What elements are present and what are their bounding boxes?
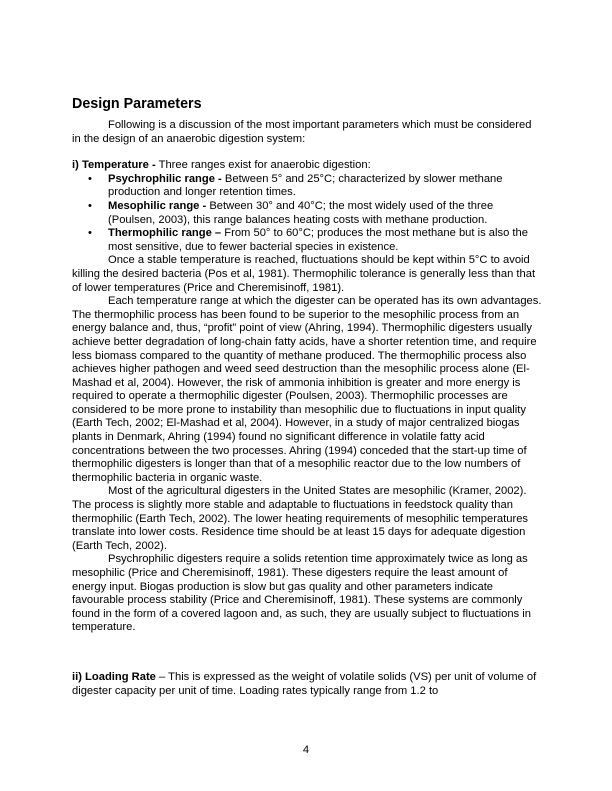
list-item-text: From 50° to 60°C; produces the most methane but is also the most sensitive, due to fewer bacterial species in existence. — [108, 227, 528, 253]
temperature-intro — [72, 159, 542, 173]
temperature-label: i) Temperature - — [72, 159, 156, 172]
temperature-range-list — [72, 173, 542, 255]
list-item-psychrophilic — [88, 172, 542, 200]
stability-paragraph: Once a stable temperature is reached, fluctuations should be kept within 5°C to avoid killing the desired bacteria (Pos et al, 1981). Thermophilic tolerance is generally less than that of lower temperatures (Price and Cheremisinoff, 1981). — [72, 254, 536, 294]
advantages-paragraph: Each temperature range at which the digester can be operated has its own advantages. The thermophilic process has been found to be superior to the mesophilic process from an energy balance and, thus, “profit” point of view (Ahring, 1994). Thermophilic digesters usually achieve better degradation of long-chain fatty acids, have a shorter retention time, and require less biomass compared to the quantity of methane produced. The thermophilic process also achieves higher pathogen and weed seed destruction than the mesophilic process alone (El-Mashad et al, 2004). However, the risk of ammonia inhibition is greater and more energy is required to operate a thermophilic digester (Poulsen, 2003). Thermophilic processes are considered to be more prone to instability than mesophilic due to fluctuations in input quality (Earth Tech, 2002; El-Mashad et al, 2004). However, in a study of major centralized biogas plants in Denmark, Ahring (1994) found no significant difference in volatile fatty acid concentrations between the two processes. Ahring (1994) conceded that the start-up time of thermophilic digesters is longer than that of a mesophilic reactor due to the low numbers of thermophilic bacteria in organic waste. — [72, 295, 542, 484]
section-heading: Design Parameters — [72, 96, 202, 112]
list-item-term: Psychrophilic range - — [108, 172, 222, 185]
bullet-marker: • — [88, 199, 92, 212]
loading-rate-text: – This is expressed as the weight of volatile solids (VS) per unit of volume of digester capacity per unit of time. Loading rates typically range from 1.2 to — [72, 670, 537, 697]
list-item-thermophilic — [88, 227, 542, 254]
bullet-marker: • — [88, 172, 92, 185]
list-item-term: Mesophilic range - — [108, 199, 207, 212]
list-item-term: Thermophilic range – — [108, 227, 222, 240]
page-content — [72, 96, 542, 698]
page-number: 4 — [302, 744, 310, 756]
loading-rate-label: ii) Loading Rate — [72, 670, 156, 683]
intro-paragraph: Following is a discussion of the most important parameters which must be considered in the design of an anaerobic digestion system: — [72, 119, 532, 145]
list-item-text: Between 30° and 40°C; the most widely used of the three (Poulsen, 2003), this range balances heating costs with methane production. — [108, 199, 494, 226]
psychrophilic-paragraph: Psychrophilic digesters require a solids retention time approximately twice as long as mesophilic (Price and Cheremisinoff, 1981). These digesters require the least amount of energy input. Biogas production is slow but gas quality and other parameters indicate favourable process stability (Price and Cheremisinoff, 1981). These systems are commonly found in the form of a covered lagoon and, as such, they are usually subject to fluctuations in temperature. — [72, 553, 531, 634]
temperature-lead: Three ranges exist for anaerobic digestion: — [155, 159, 371, 172]
list-item-text: Between 5° and 25°C; characterized by slower methane production and longer retention times. — [108, 172, 503, 199]
list-item-mesophilic — [88, 199, 542, 227]
loading-rate-paragraph — [72, 671, 542, 698]
bullet-marker: • — [88, 227, 92, 240]
mesophilic-paragraph: Most of the agricultural digesters in the United States are mesophilic (Kramer, 2002). The process is slightly more stable and adaptable to fluctuations in feedstock quality than thermophilic (Earth Tech, 2002). The lower heating requirements of mesophilic temperatures translate into lower costs. Residence time should be at least 15 days for adequate digestion (Earth Tech, 2002). — [72, 485, 529, 552]
